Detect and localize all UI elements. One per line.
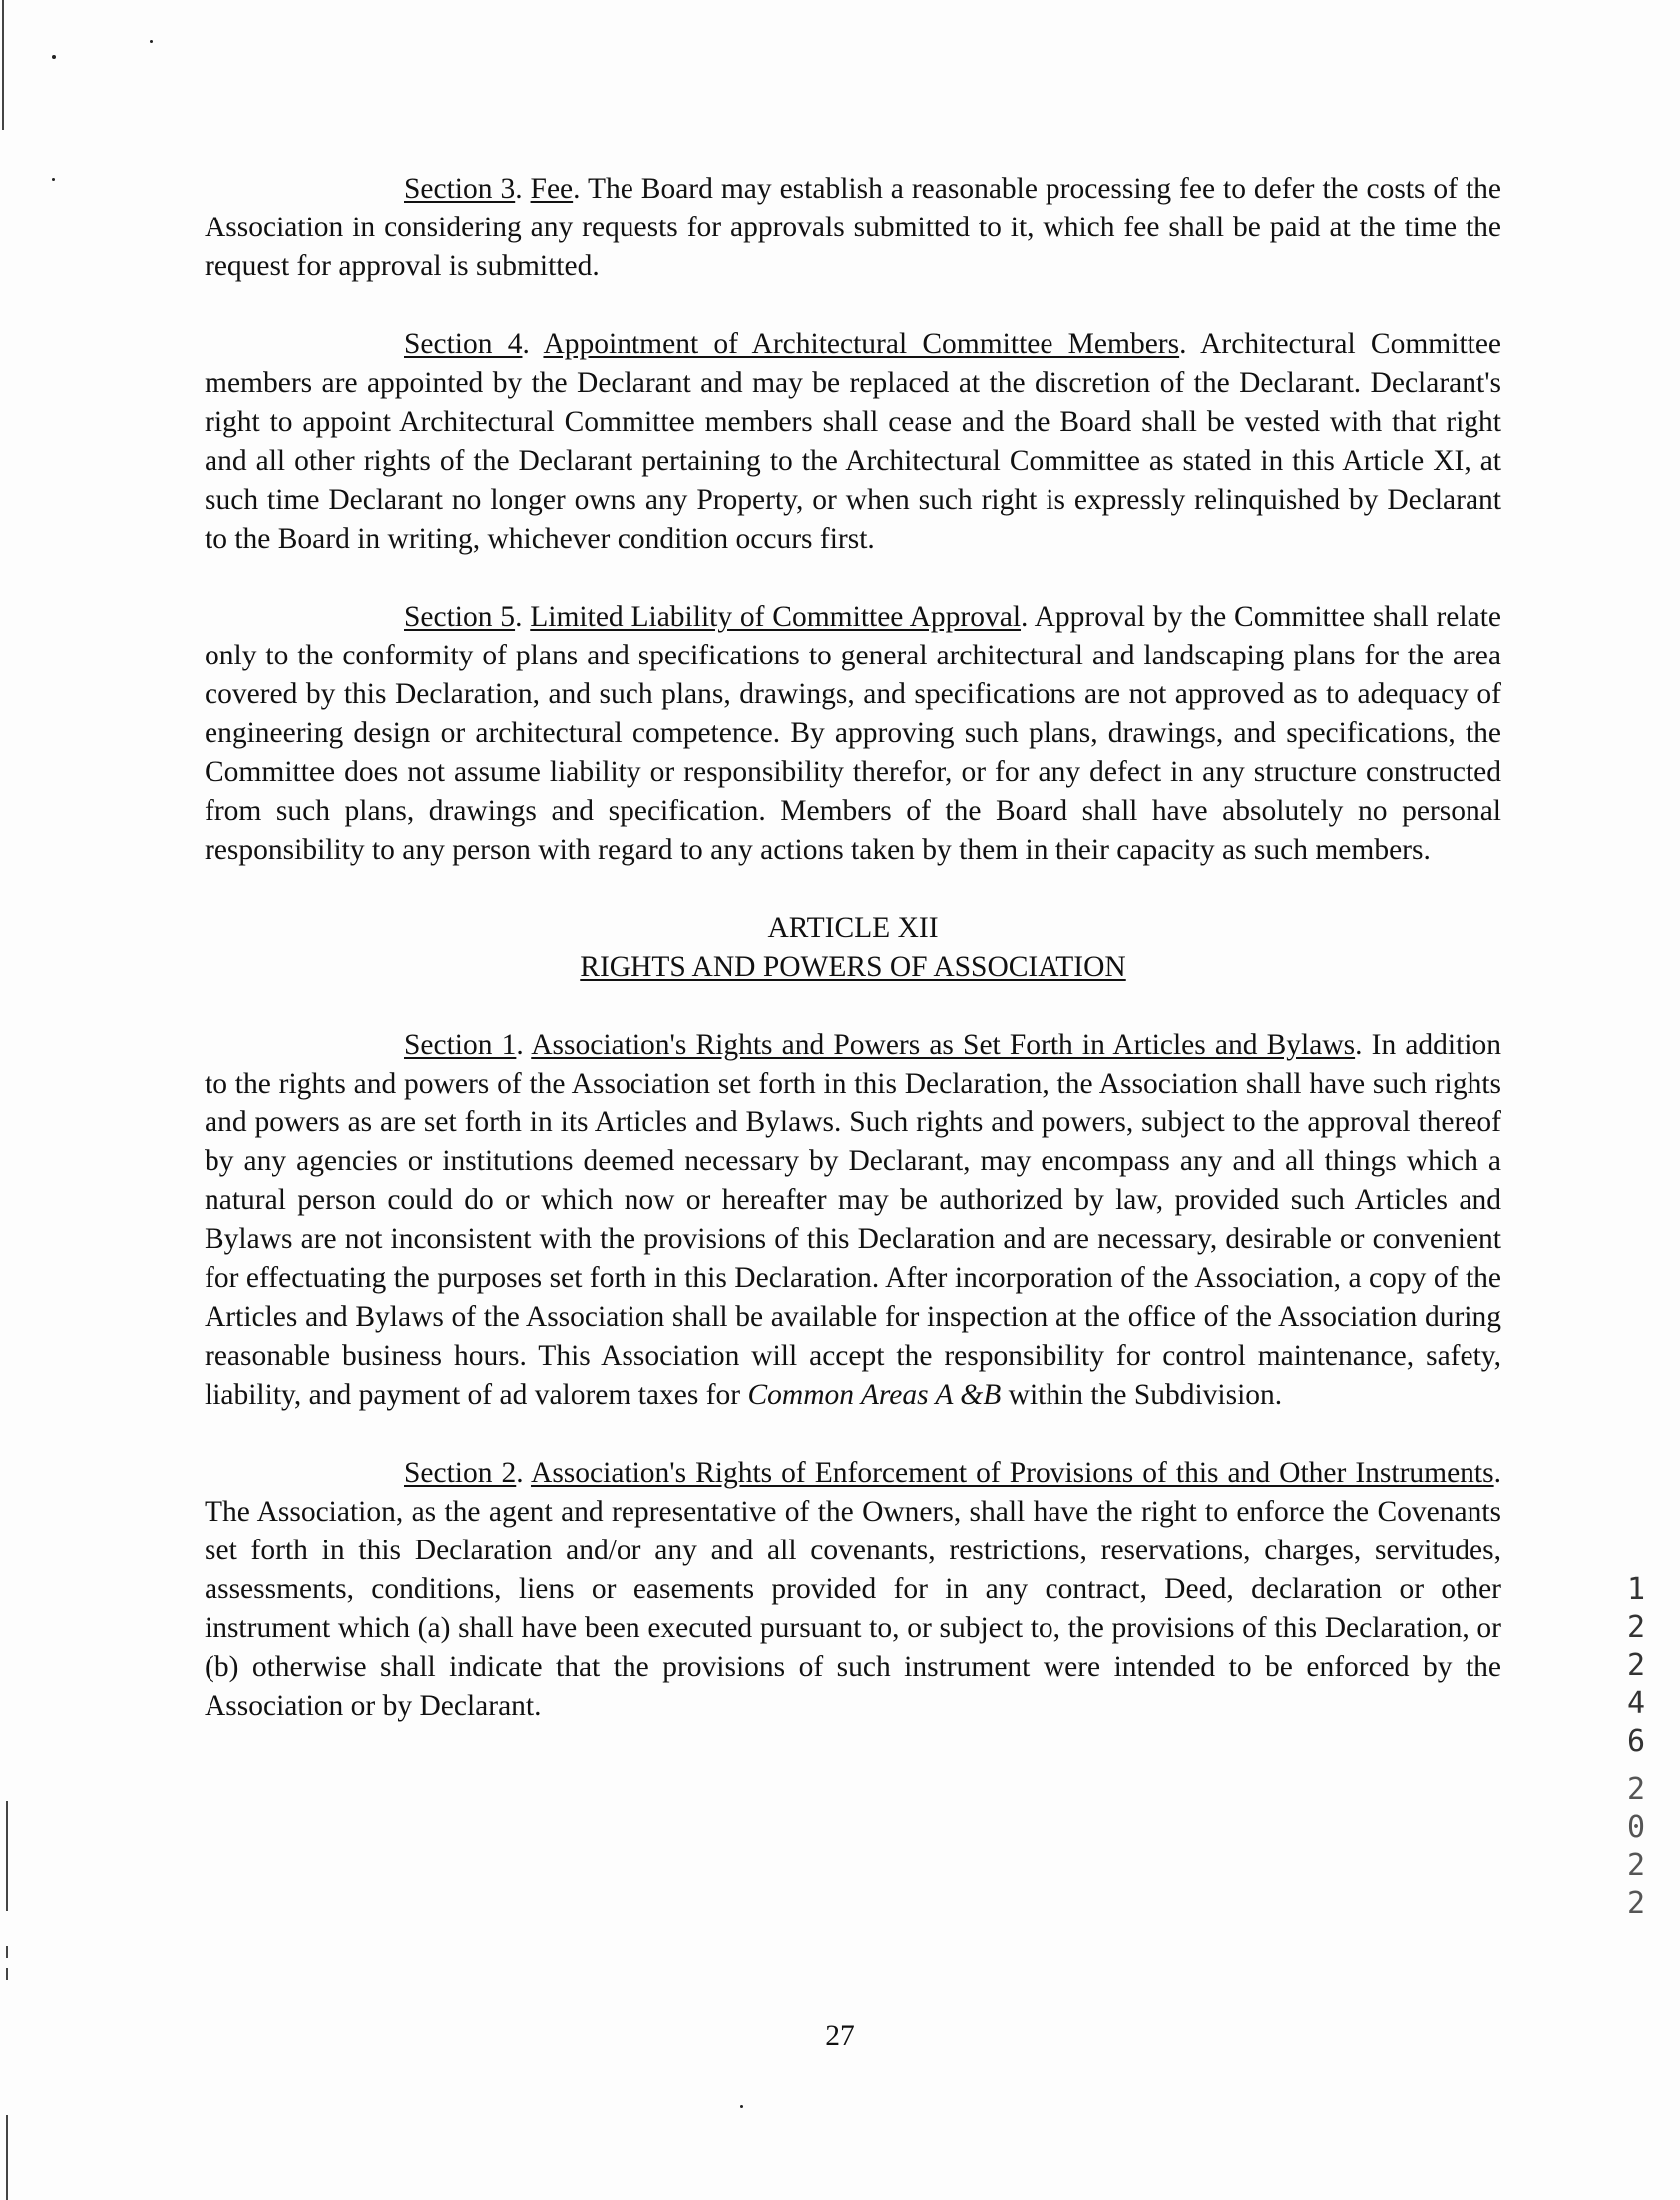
scan-speck <box>52 178 55 181</box>
stamp-digit: 2 <box>1626 1648 1646 1683</box>
stamp-digit: 2 <box>1626 1610 1646 1645</box>
section-5-paragraph: Section 5. Limited Liability of Committee Approval. Approval by the Committee shall relate only to the conformity of plans and specifications to general architectural and landscaping plans for the area covered by this Declaration, and such plans, drawings, and specifications are not approved as to adequacy of engineering design or architectural competence. By approving such plans, drawings, and specifications, the Committee does not assume liability or responsibility therefor, or for any defect in any structure constructed from such plans, drawings and specification. Members of the Board shall have absolutely no personal responsibility to any person with regard to any actions taken by them in their capacity as such members. <box>205 601 1501 866</box>
article-section-1-tail: within the Subdivision. <box>1008 1379 1283 1411</box>
section-4-paragraph: Section 4. Appointment of Architectural Committee Members. Architectural Committee members are appointed by the Declarant and may be replaced at the discretion of the Declarant. Declarant's right to appoint Architectural Committee members shall cease and the Board shall be vested with that right and all other rights of the Declarant pertaining to the Architectural Committee as stated in this Article XI, at such time Declarant no longer owns any Property, or when such right is expressly relinquished by Declarant to the Board in writing, whichever condition occurs first. <box>205 328 1502 555</box>
stamp-digit: 2 <box>1626 1772 1646 1807</box>
scan-edge-line <box>6 2115 8 2200</box>
page-number: 27 <box>825 2020 855 2052</box>
scan-speck <box>740 2105 743 2108</box>
article-section-2-paragraph: Section 2. Association's Rights of Enforcement of Provisions of this and Other Instruments. The Association, as the agent and representative of the Owners, shall have the right to enforce the Covenants set forth in this Declaration and/or any and all covenants, restrictions, reservations, charges, servitudes, assessments, conditions, liens or easements provided for in any contract, Deed, declaration or other instrument which (a) shall have been executed pursuant to, or subject to, the provisions of this Declaration, or (b) otherwise shall indicate that the provisions of such instrument were intended to be enforced by the Association or by Declarant. <box>205 1457 1501 1722</box>
article-section-2-number: Section 2 <box>404 1457 517 1489</box>
section-4-title: Appointment of Architectural Committee Members <box>543 328 1180 360</box>
article-heading <box>205 909 1501 987</box>
article-section-1-title: Association's Rights and Powers as Set Forth in Articles and Bylaws <box>531 1029 1356 1061</box>
recording-stamp-bottom <box>1616 1771 1656 1923</box>
article-section-1-italic: Common Areas A &B <box>747 1379 1002 1411</box>
scan-speck <box>52 55 56 59</box>
stamp-digit: 1 <box>1626 1572 1646 1607</box>
section-3-paragraph: Section 3. Fee. The Board may establish a reasonable processing fee to defer the costs of the Association in considering any requests for approvals submitted to it, which fee shall be paid at the time the request for approval is submitted. <box>205 173 1502 282</box>
section-3-body: The Board may establish a reasonable processing fee to defer the costs of the Association in considering any requests for approvals submitted to it, which fee shall be paid at the time the request for approval is submitted. <box>205 173 1502 282</box>
stamp-digit: 2 <box>1626 1848 1646 1883</box>
scan-edge-line <box>6 1801 8 1911</box>
article-section-1-number: Section 1 <box>404 1029 517 1061</box>
article-section-1-body: In addition to the rights and powers of the Association set forth in this Declaration, the Association shall have such rights and powers as are set forth in its Articles and Bylaws. Such rights and powers, subject to the approval thereof by any agencies or institutions deemed necessary by Declarant, may encompass any and all things which a natural person could do or which now or hereafter may be authorized by law, provided such Articles and Bylaws are not inconsistent with the provisions of this Declaration and are necessary, desirable or convenient for effectuating the purposes set forth in this Declaration. After incorporation of the Association, a copy of the Articles and Bylaws of the Association shall be available for inspection at the office of the Association during reasonable business hours. This Association will accept the responsibility for control maintenance, safety, liability, and payment of ad valorem taxes for <box>205 1029 1502 1411</box>
article-title: RIGHTS AND POWERS OF ASSOCIATION <box>580 951 1126 983</box>
article-section-2-body: The Association, as the agent and representative of the Owners, shall have the right to enforce the Covenants set forth in this Declaration and/or any and all covenants, restrictions, reservations, charges, servitudes, assessments, conditions, liens or easements provided for in any contract, Deed, declaration or other instrument which (a) shall have been executed pursuant to, or subject to, the provisions of this Declaration, or (b) otherwise shall indicate that the provisions of such instrument were intended to be enforced by the Association or by Declarant. <box>205 1496 1501 1722</box>
section-4-body: Architectural Committee members are appointed by the Declarant and may be replaced at the discretion of the Declarant. Declarant's right to appoint Architectural Committee members shall cease and the Board shall be vested with that right and all other rights of the Declarant pertaining to the Architectural Committee as stated in this Article XI, at such time Declarant no longer owns any Property, or when such right is expressly relinquished by Declarant to the Board in writing, whichever condition occurs first. <box>205 328 1502 555</box>
scan-edge-line <box>2 0 4 130</box>
section-5-title: Limited Liability of Committee Approval <box>530 601 1022 633</box>
stamp-digit: 6 <box>1626 1724 1646 1759</box>
section-5-body: Approval by the Committee shall relate only to the conformity of plans and specifications to general architectural and landscaping plans for the area covered by this Declaration, and such plans, drawings, and specifications are not approved as to adequacy of engineering design or architectural competence. By approving such plans, drawings, and specifications, the Committee does not assume liability or responsibility therefor, or for any defect in any structure constructed from such plans, drawings and specification. Members of the Board shall have absolutely no personal responsibility to any person with regard to any actions taken by them in their capacity as such members. <box>205 601 1501 866</box>
recording-stamp-top <box>1616 1571 1656 1761</box>
stamp-digit: 4 <box>1626 1686 1646 1721</box>
stamp-digit: 2 <box>1626 1886 1646 1921</box>
section-4-number: Section 4 <box>404 328 523 360</box>
stamp-digit: 0 <box>1626 1810 1646 1845</box>
article-section-2-title: Association's Rights of Enforcement of Provisions of this and Other Instruments <box>531 1457 1494 1489</box>
article-section-1-paragraph: Section 1. Association's Rights and Powers as Set Forth in Articles and Bylaws. In addition to the rights and powers of the Association set forth in this Declaration, the Association shall have such rights and powers as are set forth in its Articles and Bylaws. Such rights and powers, subject to the approval thereof by any agencies or institutions deemed necessary by Declarant, may encompass any and all things which a natural person could do or which now or hereafter may be authorized by law, provided such Articles and Bylaws are not inconsistent with the provisions of this Declaration and are necessary, desirable or convenient for effectuating the purposes set forth in this Declaration. After incorporation of the Association, a copy of the Articles and Bylaws of the Association shall be available for inspection at the office of the Association during reasonable business hours. This Association will accept the responsibility for control maintenance, safety, liability, and payment of ad valorem taxes for Common Areas A &B within the Subdivision. <box>205 1029 1502 1411</box>
section-5-number: Section 5 <box>404 601 516 633</box>
section-3-title: Fee <box>530 173 574 205</box>
document-body <box>205 170 1501 1765</box>
article-number: ARTICLE XII <box>767 912 939 944</box>
scan-edge-line <box>6 1946 8 1958</box>
scan-speck <box>150 40 153 43</box>
section-3-number: Section 3 <box>404 173 516 205</box>
scan-edge-line <box>6 1968 8 1980</box>
